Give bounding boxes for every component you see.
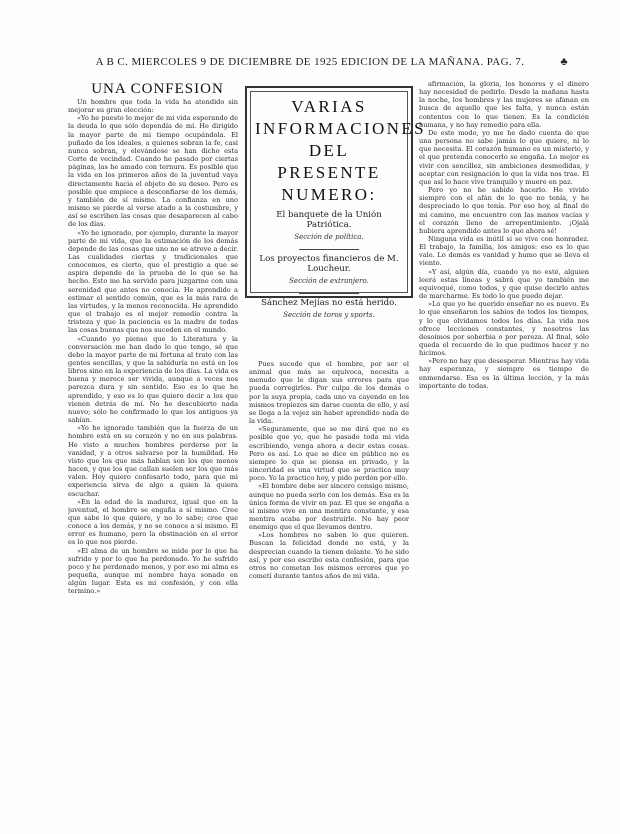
- article-paragraph: »En la edad de la madurez, igual que en la juventud, el hombre se engaña a sí mismo. Cree que sabe lo que quiere, y no lo sabe; cree que conoce a los demás, y no se conoce a sí mismo. El error es humano, pero la obstinación en el error es lo que nos pierde.: [68, 497, 238, 547]
- article-paragraph: Ninguna vida es inútil si se vive con honradez. El trabajo, la familia, los amigos: eso es lo que vale. Lo demás es vanidad y humo que se lleva el viento.: [419, 234, 589, 268]
- index-headline: El banquete de la Unión Patriótica.: [276, 210, 382, 230]
- index-section: Sección de toros y sports.: [283, 311, 375, 319]
- article-paragraph: Un hombre que toda la vida ha atendido sin mejorar su gran elección:: [68, 98, 238, 115]
- column-left: [68, 80, 238, 820]
- article-paragraph: Pero yo no he sabido hacerlo. He vivido siempre con el afán de lo que no tenía, y he despreciado lo que tenía. Por eso hoy, al final de mi camino, me encuentro con las manos vacías y el corazón lleno de arrepentimiento. ¡Ojalá hubiera aprendido antes lo que ahora sé!: [419, 186, 589, 235]
- page-header: [0, 56, 620, 74]
- article-paragraph: »Yo he ignorado, por ejemplo, durante la mayor parte de mi vida, que la estimación de los demás depende de las cosas que uno no se atreve a decir. Las cualidades ciertas y tradicionales que conocemos, es cierto, que el prestigio a que se aspira depende de la prueba de lo que se ha hecho. Esto me ha servido para juzgarme con una serenidad que antes no conocía. He aprendido a estimar el sentido común, que es la más rara de las virtudes, y la menos reconocida. He aprendido que el trabajo es el mejor remedio contra la tristeza y que la paciencia es la madre de todas las cosas buenas que nos suceden en el mundo.: [68, 228, 238, 335]
- article-paragraph: »Lo que yo he querido enseñar no es nuevo. Es lo que enseñaron los sabios de todos los tiempos, y lo que olvidamos todos los días. La vida nos ofrece lecciones constantes, y nosotros las desoímos por soberbia o por pereza. Al final, sólo queda el recuerdo de lo que pudimos hacer y no hicimos.: [419, 300, 589, 358]
- index-box: [245, 86, 426, 319]
- index-box-inner: [250, 91, 426, 319]
- index-headline: Sánchez Mejías no está herido.: [261, 298, 397, 308]
- header-mark: ♣: [560, 56, 568, 68]
- index-section: Sección de política.: [294, 233, 364, 241]
- index-box-title: VARIAS INFORMACIONES DEL PRESENTE NUMERO:: [255, 97, 426, 204]
- article-paragraph: »El hombre debe ser sincero consigo mismo, aunque no pueda serlo con los demás. Esa es la única forma de vivir en paz. El que se engaña a sí mismo vive en una mentira constante, y esa mentira acaba por destruirle. No hay peor enemigo que el que llevamos dentro.: [249, 482, 409, 532]
- divider: [299, 293, 359, 294]
- column-right: [419, 80, 589, 820]
- divider: [299, 249, 359, 250]
- article-paragraph: afirmación, la gloria, los honores y el dinero hay necesidad de pedirlo. Desde la mañana hasta la noche, los hombres y las mujeres se afanan en busca de aquello que les falta, y nunca están contentos con lo que tienen. Es la condición humana, y no hay remedio para ella.: [419, 80, 589, 129]
- article-paragraph: »Los hombres no saben lo que quieren. Buscan la felicidad donde no está, y la desprecian cuando la tienen delante. Yo he sido así, y por eso escribo esta confesión, para que otros no cometan los mismos errores que yo cometí durante tantos años de mi vida.: [249, 531, 409, 581]
- article-paragraph: «Yo he puesto lo mejor de mi vida esperando de la deuda lo que sólo dependía de mí. He dirigido la mayor parte de mi tiempo ocupándola. El puñado de los ideales, a quienes sobran la fe, casi nunca sobran, y elevándose se han dicho esta Corte de vecindad. Cuando he pasado por ciertas páginas, las he amado con ternura. Es posible que la vida en los primeros años de la juventud vaya directamente hacia el objeto de su deseo. Pero es posible que empiece a desconfiarse de los demás, y también de sí mismo. La confianza en uno mismo se pierde al verse atado a la costumbre, y así se escriben las cosas que desaparecen al cabo de los días.: [68, 114, 238, 229]
- article-paragraph: »Pero no hay que desesperar. Mientras hay vida hay esperanza, y siempre es tiempo de enmendarse. Esa es la última lección, y la más importante de todas.: [419, 357, 589, 390]
- article-paragraph: Pues sucede que el hombre, por ser el animal que más se equivoca, necesita a menudo que le digan sus errores para que pueda corregirlos. Por culpa de los demás o por la suya propia, cada uno va cayendo en los mismos tropiezos sin darse cuenta de ello, y así se llega a la vejez sin haber aprendido nada de la vida.: [249, 360, 409, 426]
- article-paragraph: »El alma de un hombre se mide por lo que ha sufrido y por lo que ha perdonado. Yo he sufrido poco y he perdonado menos, y por eso mi alma es pequeña, aunque mi nombre haya sonado en algún lugar. Esta es mi confesión, y con ella termino.»: [68, 546, 238, 596]
- column-middle: [249, 360, 409, 820]
- index-section: Sección de extranjero.: [289, 277, 369, 285]
- article-paragraph: »Cuando yo pienso que lo Literatura y la conversación me han dado lo que tengo, sé que debo la mayor parte de mi fortuna al trato con las gentes sencillas, y que la sabiduría no está en los libros sino en la experiencia de los días. La vida es buena y merece ser vivida, aunque a veces nos parezca dura y sin sentido. Eso es lo que he aprendido, y eso es lo que quiero decir a los que vienen detrás de mí. No he descubierto nada nuevo; sólo he confirmado lo que los antiguos ya sabían.: [68, 334, 238, 425]
- article-paragraph: »Seguramente, que se me dirá que no es posible que yo, que he pasado toda mi vida escribiendo, venga ahora a decir estas cosas. Pero es así. Lo que se dice en público no es siempre lo que se piensa en privado, y la sinceridad es una virtud que se practica muy poco. Yo la practico hoy, y pido perdón por ello.: [249, 425, 409, 483]
- article-paragraph: »Yo he ignorado también que la fuerza de un hombre está en su corazón y no en sus palabras. He visto a muchos hombres perderse por la vanidad, y a otros salvarse por la humildad. He visto que los que más hablan son los que menos hacen, y que los que callan suelen ser los que más valen. Hoy quiero confesarlo todo, para que mi experiencia sirva de algo a quien la quiera escuchar.: [68, 424, 238, 498]
- article-paragraph: De este modo, yo me he dado cuenta de que una persona no sabe jamás lo que quiere, ni lo que necesita. El corazón humano es un misterio, y el que pretenda conocerlo se engaña. Lo mejor es vivir con sencillez, sin ambiciones desmedidas, y aceptar con resignación lo que la vida nos trae. El que así lo hace vive tranquilo y muere en paz.: [419, 128, 589, 186]
- header-text: A B C. MIERCOLES 9 DE DICIEMBRE DE 1925 EDICION DE LA MAÑANA. PAG. 7.: [95, 56, 525, 68]
- index-headline: Los proyectos financieros de M. Loucheur.: [259, 254, 399, 274]
- article-paragraph: »Y así, algún día, cuando ya no esté, alguien leerá estas líneas y sabrá que yo también me equivoqué, como todos, y que quise decirlo antes de marcharme. Es todo lo que puedo dejar.: [419, 267, 589, 301]
- article-title: UNA CONFESION: [91, 81, 224, 97]
